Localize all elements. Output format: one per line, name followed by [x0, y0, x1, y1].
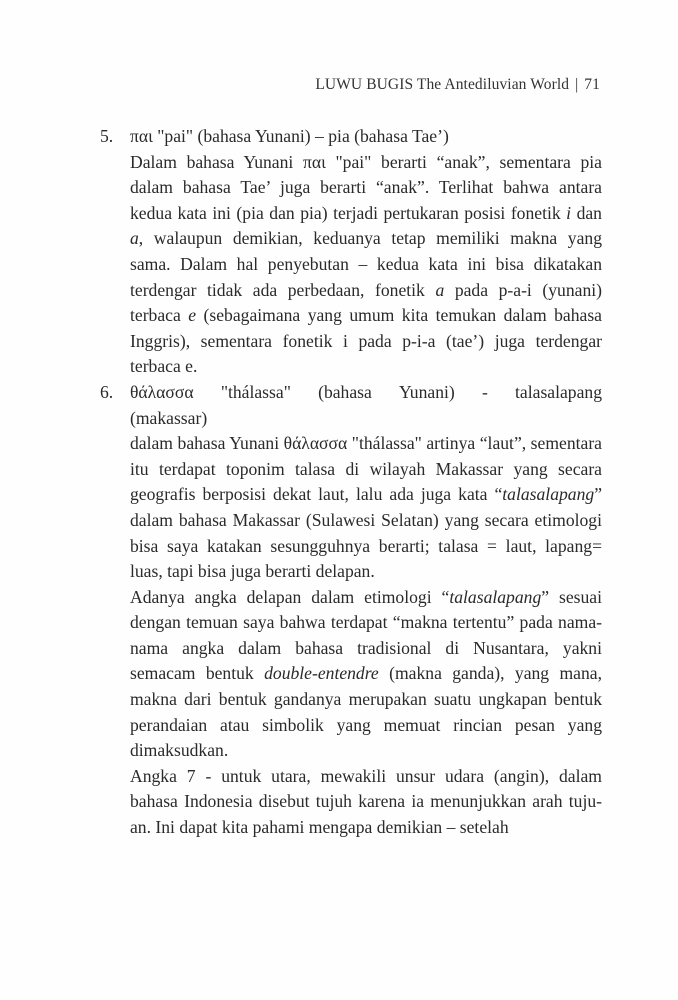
list-number: 5.: [100, 126, 114, 146]
book-title: LUWU BUGIS The Antediluvian World: [315, 76, 570, 93]
item-title-continuation: (makassar): [130, 407, 208, 428]
item-paragraph: dalam bahasa Yunani θάλασσα "thálassa" artinya “laut”, sementara itu terdapat toponim talasa di wilayah Makassar yang secara geografis berposisi dekat laut, lalu ada juga kata “talasalapang” dalam bahasa Makassar (Sulawesi Selatan) yang secara etimologi bisa saya katakan sesungguhnya berarti; talasa = laut, lapang= luas, tapi bisa juga berarti delapan.: [130, 433, 602, 582]
running-header: [315, 76, 600, 94]
item-paragraph: Angka 7 - untuk utara, mewakili unsur udara (angin), dalam bahasa Indonesia disebut tujuh karena ia menunjukkan arah tuju-an. Ini dapat kita pahami mengapa demikian – setelah: [130, 765, 602, 838]
list-item-6: [100, 380, 602, 841]
item-paragraph: Adanya angka delapan dalam etimologi “talasalapang” sesuai dengan temuan saya bahwa terdapat “makna tertentu” pada nama-nama angka dalam bahasa tradisional di Nusantara, yakni semacam bentuk double-entendre (makna ganda), yang mana, makna dari bentuk gandanya merupakan suatu ungkapan bentuk perandaian atau simbolik yang memuat rincian pesan yang dimaksudkan.: [130, 586, 602, 761]
list-item-5: [100, 124, 602, 380]
list-number: 6.: [100, 381, 114, 402]
page-body: [100, 124, 602, 841]
item-title: παι "pai" (bahasa Yunani) – pia (bahasa Tae’): [130, 126, 449, 146]
item-paragraph: Dalam bahasa Yunani παι "pai" berarti “anak”, sementara pia dalam bahasa Tae’ juga berarti “anak”. Terlihat bahwa antara kedua kata ini (pia dan pia) terjadi pertukaran posisi fonetik i dan a, walaupun demikian, keduanya tetap memiliki makna yang sama. Dalam hal penyebutan – kedua kata ini bisa dikatakan terdengar tidak ada perbedaan, fonetik a pada p-a-i (yunani) terbaca e (sebagaimana yang umum kita temukan dalam bahasa Inggris), sementara fonetik i pada p-i-a (tae’) juga terdengar terbaca e.: [130, 151, 602, 377]
item-title: θάλασσα "thálassa" (bahasa Yunani) - talasalapang: [130, 381, 602, 402]
page-number: 71: [584, 76, 600, 93]
header-separator: |: [575, 76, 579, 93]
